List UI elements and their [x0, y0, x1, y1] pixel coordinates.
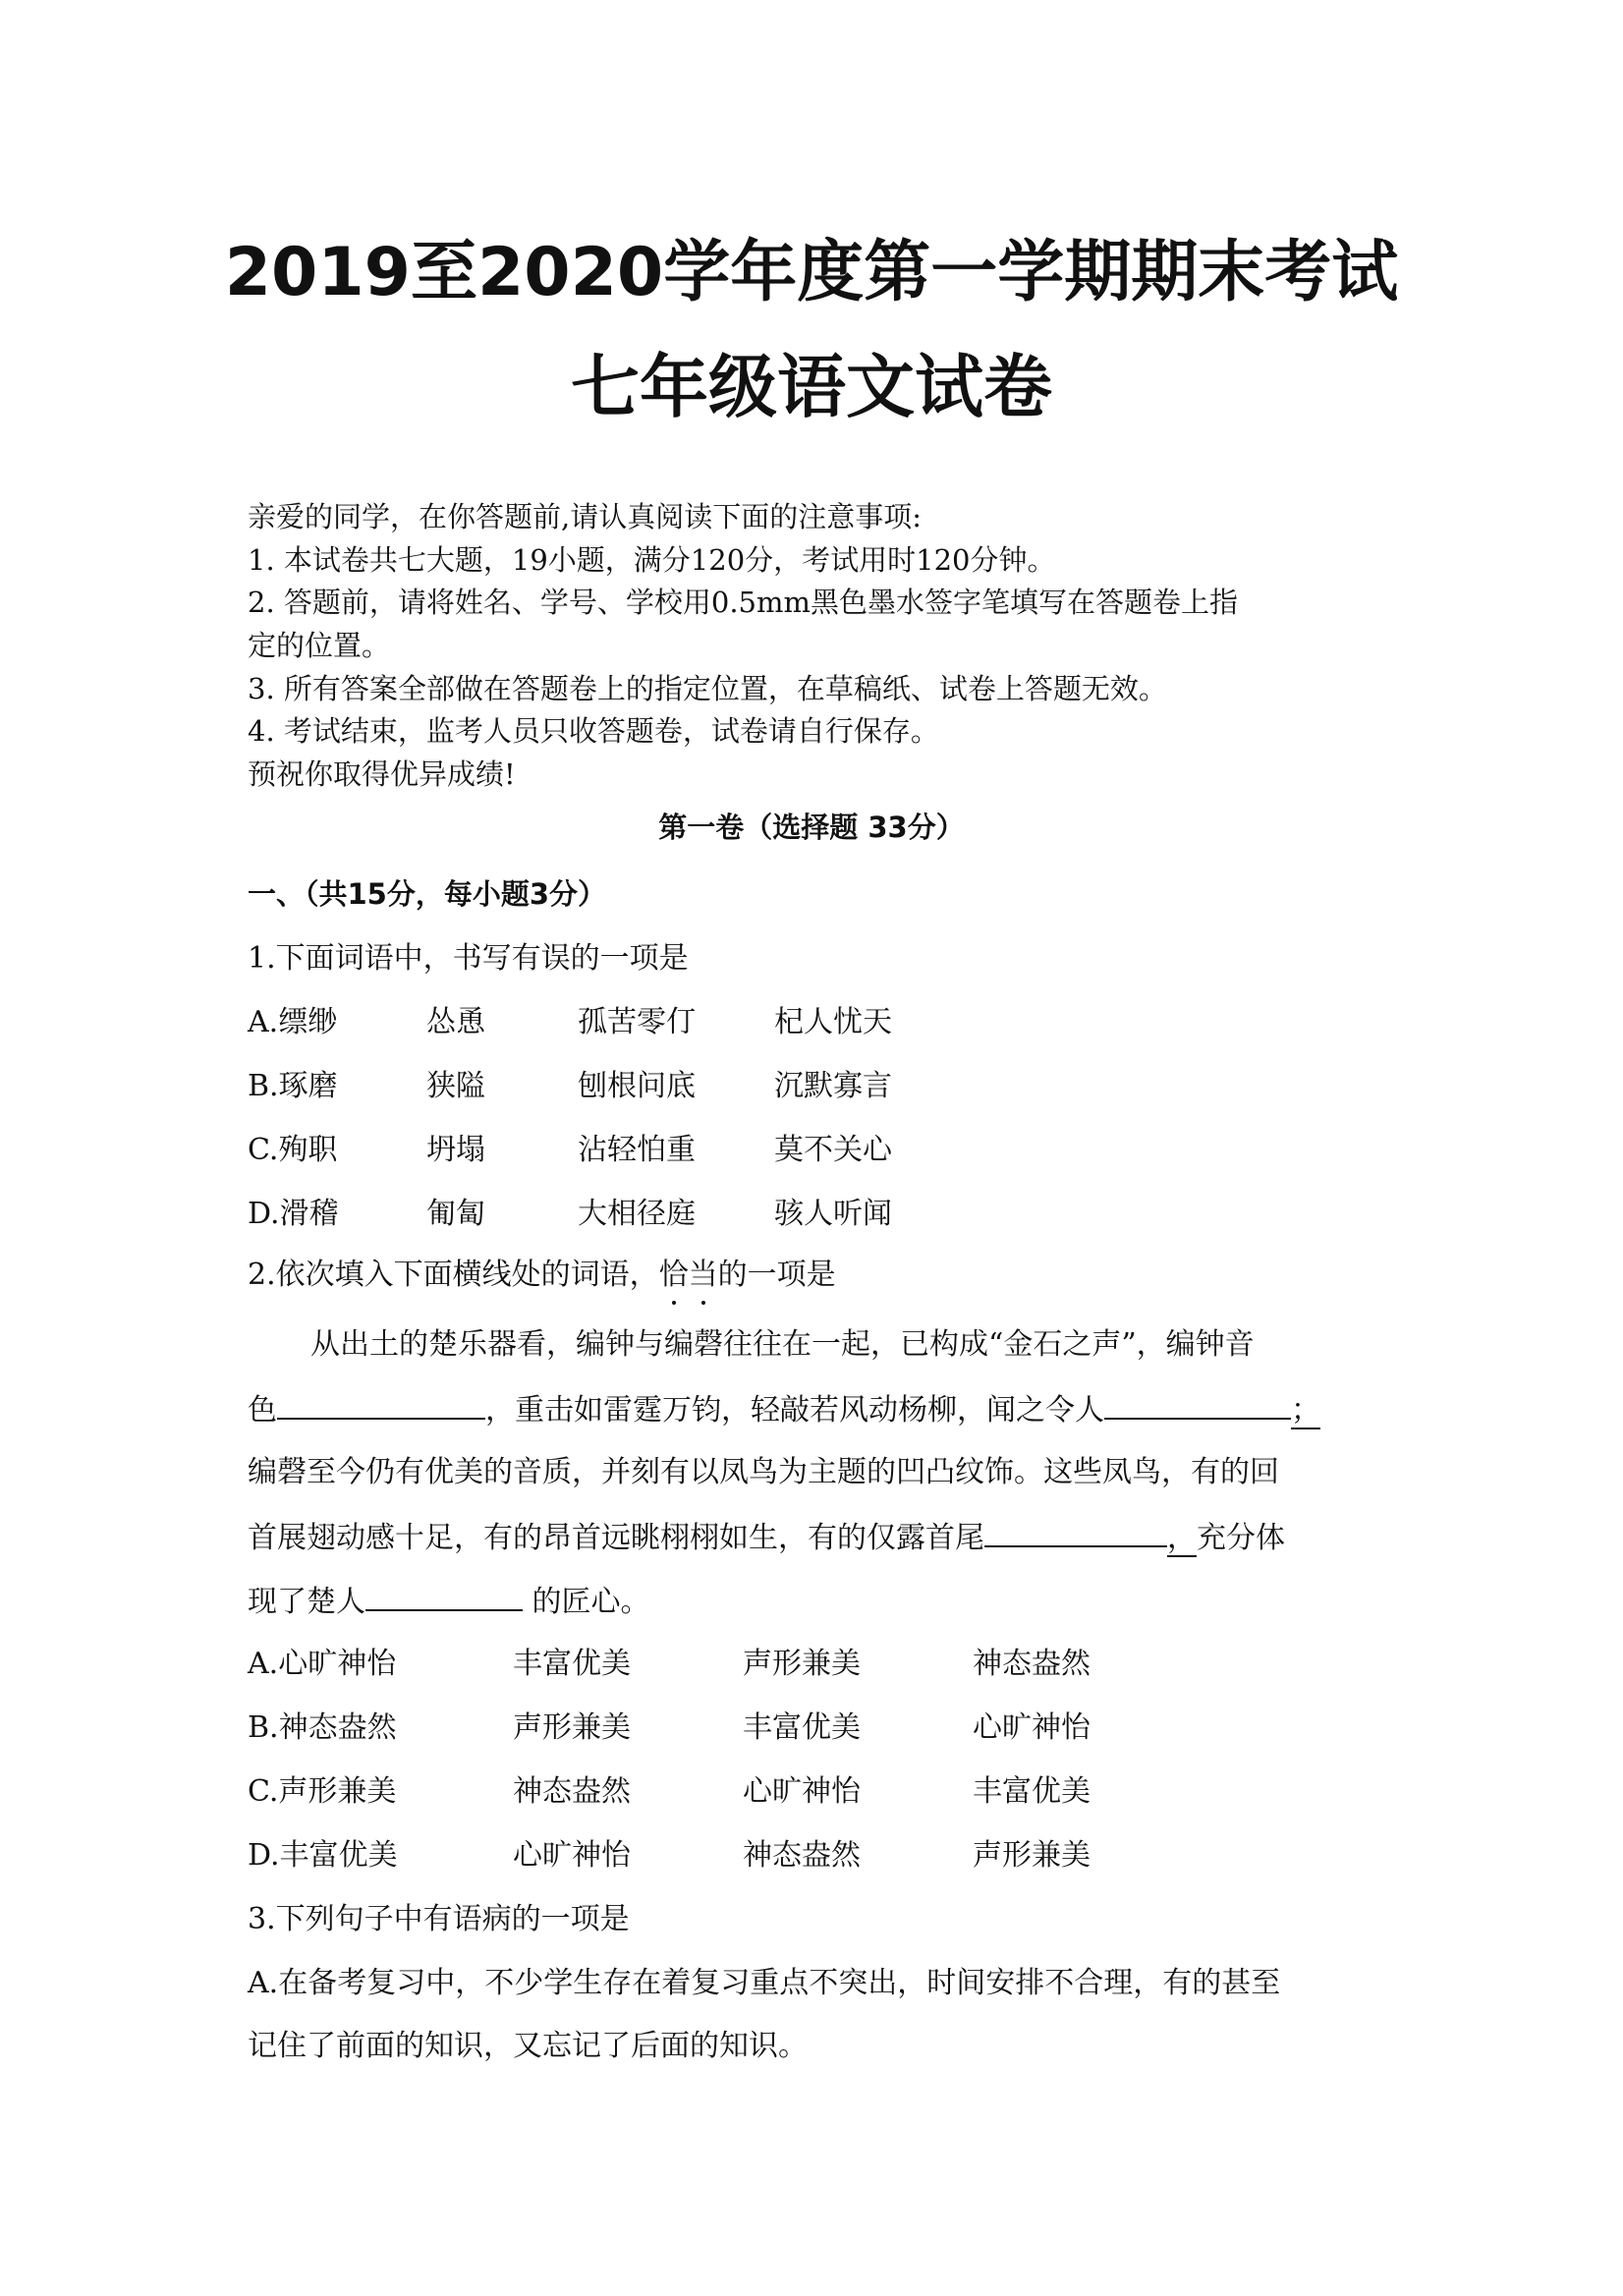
- passage-text: 现了楚人: [248, 1585, 365, 1619]
- q2-option-word: 神态盎然: [743, 1838, 861, 1873]
- volume-title: 第一卷（选择题 33分）: [658, 811, 965, 844]
- passage-text: ，重击如雷霆万钧，轻敲若风动杨柳，闻之令人: [485, 1393, 1104, 1428]
- q2-option-c: C.声形兼美: [248, 1774, 397, 1809]
- notice-closing: 预祝你取得优异成绩!: [248, 757, 516, 791]
- notice-intro: 亲爱的同学，在你答题前,请认真阅读下面的注意事项:: [248, 500, 922, 533]
- q2-option-word: 神态盎然: [513, 1774, 631, 1809]
- q2-stem-text: 2.依次填入下面横线处的词语，: [248, 1258, 659, 1292]
- q1-option-word: 孤苦零仃: [578, 1005, 696, 1039]
- q2-option-a: A.心旷神怡: [248, 1647, 397, 1681]
- passage-line: 编磬至今仍有优美的音质，并刻有以凤鸟为主题的凹凸纹饰。这些凤鸟，有的回: [248, 1455, 1279, 1489]
- q1-option-word: 狭隘: [426, 1069, 485, 1103]
- notice-item: 定的位置。: [248, 629, 391, 662]
- notice-item: 2. 答题前，请将姓名、学号、学校用0.5mm黑色墨水签字笔填写在答题卷上指: [248, 586, 1239, 619]
- q1-option-d: D.滑稽: [248, 1197, 339, 1231]
- q1-option-b: B.琢磨: [248, 1069, 338, 1103]
- q3-option-a-line: A.在备考复习中，不少学生存在着复习重点不突出，时间安排不合理，有的甚至: [248, 1966, 1281, 2000]
- q2-option-word: 心旷神怡: [743, 1774, 861, 1809]
- passage-text: 色: [248, 1393, 277, 1428]
- notice-item: 3. 所有答案全部做在答题卷上的指定位置，在草稿纸、试卷上答题无效。: [248, 672, 1167, 705]
- q2-option-word: 丰富优美: [973, 1774, 1091, 1809]
- q1-option-word: 杞人忧天: [774, 1005, 892, 1039]
- q1-option-word: 刨根问底: [578, 1069, 696, 1103]
- q2-option-word: 声形兼美: [743, 1647, 861, 1681]
- emphasis-dot: [672, 1301, 676, 1305]
- passage-text: 的匠心。: [523, 1585, 650, 1619]
- q2-option-word: 丰富优美: [513, 1647, 631, 1681]
- q1-option-c: C.殉职: [248, 1133, 338, 1167]
- q1-option-word: 匍匐: [426, 1197, 485, 1231]
- q2-option-word: 心旷神怡: [973, 1710, 1091, 1745]
- q1-option-word: 大相径庭: [578, 1197, 696, 1231]
- q1-option-word: 沉默寡言: [774, 1069, 892, 1103]
- q1-option-a: A.缥缈: [248, 1005, 338, 1039]
- passage-text: ；: [1291, 1393, 1320, 1428]
- exam-title: 2019至2020学年度第一学期期末考试: [224, 234, 1399, 311]
- passage-line: [248, 1388, 1320, 1431]
- passage-line: [248, 1516, 1285, 1559]
- question-2-stem: [248, 1255, 836, 1296]
- q2-stem-emphasis: [659, 1258, 718, 1292]
- notice-item: 1. 本试卷共七大题，19小题，满分120分，考试用时120分钟。: [248, 543, 1056, 577]
- q2-option-b: B.神态盎然: [248, 1710, 397, 1745]
- emphasis-dot: [701, 1301, 705, 1305]
- q1-option-word: 莫不关心: [774, 1133, 892, 1167]
- passage-text: 充分体: [1197, 1521, 1285, 1555]
- question-3-stem: 3.下列句子中有语病的一项是: [248, 1902, 630, 1936]
- passage-text: ，: [1167, 1521, 1197, 1555]
- question-1-stem: 1.下面词语中，书写有误的一项是: [248, 941, 689, 976]
- answer-blank-2: [1104, 1388, 1291, 1420]
- answer-blank-4: [365, 1580, 523, 1611]
- passage-text: 首展翅动感十足，有的昂首远眺栩栩如生，有的仅露首尾: [248, 1521, 984, 1555]
- passage-line: [248, 1580, 650, 1623]
- q2-option-word: 丰富优美: [743, 1710, 861, 1745]
- q2-stem-emphasis-text: 恰当: [658, 1258, 718, 1292]
- q1-option-word: 沾轻怕重: [578, 1133, 696, 1167]
- passage-line: 从出土的楚乐器看，编钟与编磬往往在一起，已构成“金石之声”，编钟音: [310, 1327, 1255, 1362]
- q1-option-word: 骇人听闻: [774, 1197, 892, 1231]
- answer-blank-3: [984, 1516, 1167, 1547]
- answer-blank-1: [277, 1388, 485, 1420]
- q1-option-word: 坍塌: [426, 1133, 485, 1167]
- q2-option-word: 心旷神怡: [513, 1838, 631, 1873]
- q2-option-word: 声形兼美: [513, 1710, 631, 1745]
- q3-option-a-line: 记住了前面的知识，又忘记了后面的知识。: [248, 2029, 808, 2063]
- q2-option-word: 神态盎然: [973, 1647, 1091, 1681]
- q2-option-word: 声形兼美: [973, 1838, 1091, 1873]
- notice-item: 4. 考试结束，监考人员只收答题卷，试卷请自行保存。: [248, 714, 939, 748]
- q1-option-word: 怂恿: [426, 1005, 485, 1039]
- q2-option-d: D.丰富优美: [248, 1838, 398, 1873]
- exam-subtitle: 七年级语文试卷: [571, 347, 1052, 427]
- section-title: 一、（共15分，每小题3分）: [248, 877, 607, 911]
- q2-stem-text: 的一项是: [717, 1258, 836, 1292]
